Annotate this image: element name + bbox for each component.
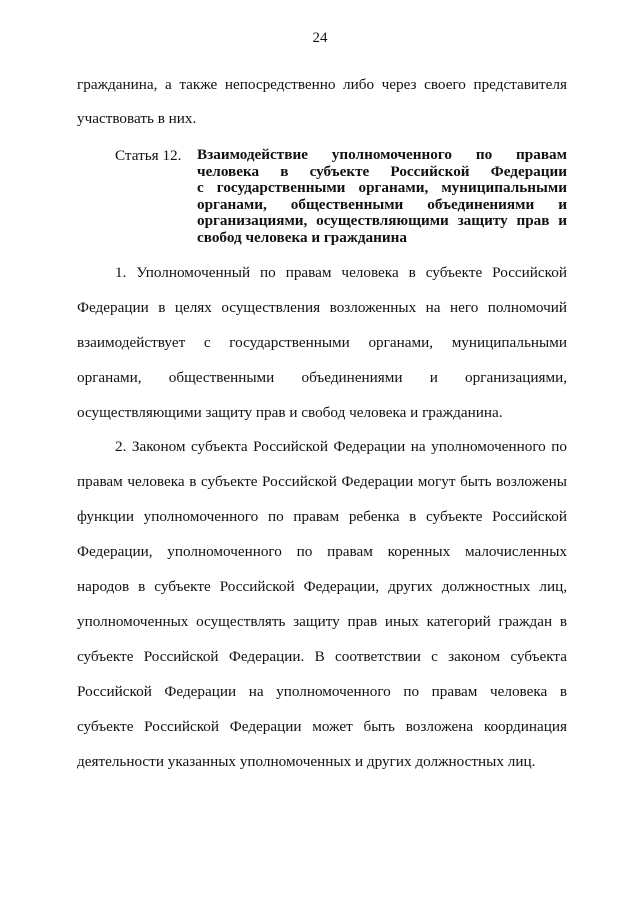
page-number: 24 <box>312 30 328 46</box>
intro-text-end <box>77 110 567 127</box>
text-line: Российской Федерации на уполномоченного по правам человека в <box>77 683 567 700</box>
article-title <box>197 147 567 246</box>
text-line: правам человека в субъекте Российской Федерации могут быть возложены <box>77 473 567 490</box>
text-line: органами, общественными объединениями и организациями, <box>77 369 567 386</box>
article-title-line: с государственными органами, муниципальными <box>197 179 567 196</box>
text-line: Федерации в целях осуществления возложенных на него полномочий <box>77 299 567 316</box>
article-number: Статья 12. <box>115 147 182 164</box>
article-title-line: органами, общественными объединениями и <box>197 195 567 213</box>
article-title-line: организациями, осуществляющими защиту прав и <box>197 212 567 229</box>
text-line: функции уполномоченного по правам ребенка в субъекте Российской <box>77 508 567 525</box>
text-line: участвовать в них. <box>77 110 197 127</box>
article-title-line: свобод человека и гражданина <box>197 228 407 246</box>
text-line: субъекте Российской Федерации может быть возложена координация <box>77 718 567 735</box>
text-line: народов в субъекте Российской Федерации, других должностных лиц, <box>77 578 567 595</box>
text-line: 1. Уполномоченный по правам человека в субъекте Российской <box>115 264 567 281</box>
text-line: гражданина, а также непосредственно либо через своего представителя <box>77 76 567 93</box>
article-title-line: Взаимодействие уполномоченного по правам <box>197 146 567 163</box>
intro-text <box>77 76 567 93</box>
text-line: деятельности указанных уполномоченных и других должностных лиц. <box>77 753 536 770</box>
text-line: уполномоченных осуществлять защиту прав иных категорий граждан в <box>77 613 567 630</box>
text-line: Федерации, уполномоченного по правам коренных малочисленных <box>77 543 567 560</box>
text-line: взаимодействует с государственными органами, муниципальными <box>77 334 567 351</box>
text-line: субъекте Российской Федерации. В соответствии с законом субъекта <box>77 648 567 665</box>
text-line: 2. Законом субъекта Российской Федерации на уполномоченного по <box>115 438 567 455</box>
article-title-line: человека в субъекте Российской Федерации <box>197 162 567 180</box>
text-line: осуществляющими защиту прав и свобод человека и гражданина. <box>77 404 503 421</box>
